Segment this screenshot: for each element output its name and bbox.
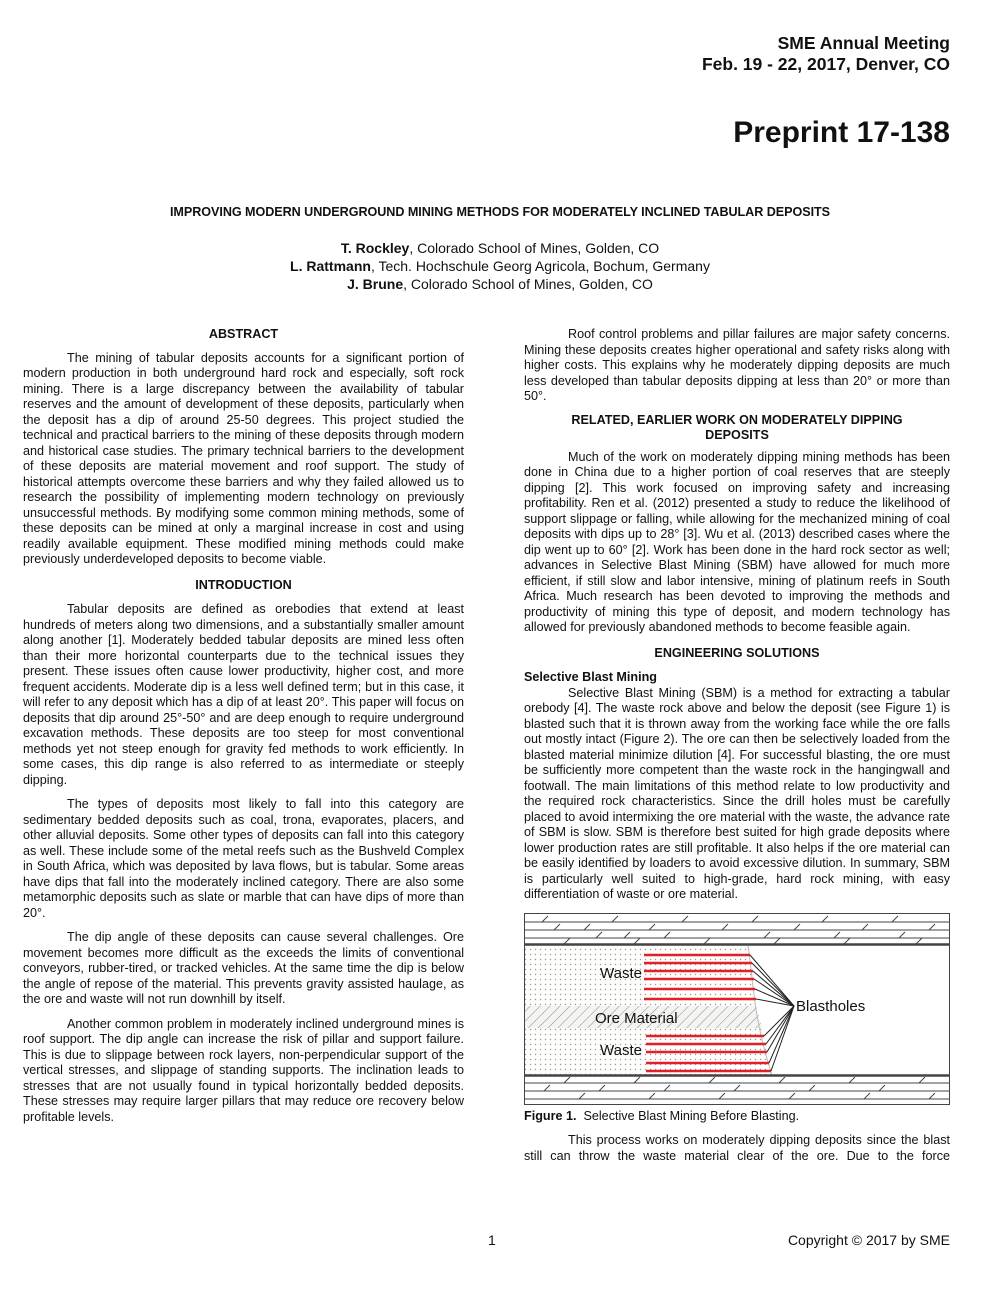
selective-blast-mining-subheading: Selective Blast Mining [524,670,657,684]
author-name: L. Rattmann [290,258,371,274]
body-paragraph: Roof control problems and pillar failures are major safety concerns. Mining these deposits creates higher operational and safety risks along with higher costs. This explains why he moderately dipping deposits are much less developed than tabular deposits dipping at less than 20° or more than 50°. [524,327,950,403]
ore-material-label: Ore Material [595,1009,678,1027]
author-name: J. Brune [347,276,404,292]
author-affiliation: , Tech. Hochschule Georg Agricola, Bochum, Germany [370,258,710,274]
abstract-paragraph: The mining of tabular deposits accounts for a significant portion of modern production in both underground hard rock and especially, soft rock mining. There is a large discrepancy between the availability of tabular reserves and the amount of development of these deposits, particularly when the deposit has a dip of around 25-50 degrees. This project studied the technical and practical barriers to the mining of these deposits through modern and historical case studies. The primary technical barriers to the development of these deposits are material movement and roof support. The study of historical attempts overcome these barriers and why they failed allowed us to research the possibility of implementing modern technology on previously unsuccessful methods. By modifying some common mining methods, some of these deposits can be mined at only a marginal increase in cost and using readily available equipment. These modified mining methods could make previously underdeveloped deposits to become viable. [23,350,464,566]
conference-header [702,33,950,75]
abstract-heading: ABSTRACT [208,327,279,341]
author [0,257,1000,275]
left-column [23,327,464,1134]
body-paragraph: Tabular deposits are defined as orebodies that extend at least hundreds of meters along two dimensions, and a substantially smaller amount along another [1]. Moderately bedded tabular deposits are mined less often than their more horizontal counterparts due to the technical issues they present. These issues often cause lower productivity, higher cost, and more frequent accidents. Moderate dip is a less well defined term; but in this case, it will refer to any deposit which has a dip of at least 20°. This paper will focus on deposits that dip around 25°-50° and are deep enough to require underground excavation methods. These deposits are too steep for most conventional methods yet not steep enough for gravity fed methods to work efficiently. In some cases, this dip range is also referred to as intermediate or steeply dipping. [23,602,464,787]
conference-name: SME Annual Meeting [777,33,950,53]
body-paragraph: The dip angle of these deposits can cause several challenges. Ore movement becomes more difficult as the exceeds the limits of conventional conveyors, rubber-tired, or tracked vehicles. At the same time the dip is below the angle of repose of the material. This prevents gravity assisted haulage, as the ore and waste will not run downhill by itself. [23,930,464,1006]
body-paragraph: The types of deposits most likely to fall into this category are sedimentary bedded deposits such as coal, trona, evaporates, placers, and other alluvial deposits. Some other types of deposits can fall into this category as well. These include some of the metal reefs such as the Bushveld Complex in South Africa, which was deposited by lava flows, but is tabular. Some areas have dips that fall into the moderately inclined category. There are also some metamorphic deposits such as slate or marble that can have dips of more than 20°. [23,797,464,920]
right-column [524,327,950,1173]
author [0,239,1000,257]
figure-1-caption [524,1109,950,1125]
author-list [0,239,1000,293]
paper-title: IMPROVING MODERN UNDERGROUND MINING METHODS FOR MODERATELY INCLINED TABULAR DEPOSITS [169,205,831,219]
preprint-number: Preprint 17-138 [733,116,950,149]
introduction-heading: INTRODUCTION [195,577,292,592]
author-name: T. Rockley [340,240,410,256]
blastholes-label: Blastholes [796,997,866,1015]
figure-caption-text: Selective Blast Mining Before Blasting. [576,1108,800,1123]
conference-dates-location: Feb. 19 - 22, 2017, Denver, CO [701,54,950,74]
body-paragraph: This process works on moderately dipping deposits since the blast still can throw the waste material clear of the ore. Due to the force [524,1133,950,1163]
author-affiliation: , Colorado School of Mines, Golden, CO [403,276,653,292]
figure-label: Figure 1. [524,1108,577,1123]
author [0,275,1000,293]
body-paragraph: Another common problem in moderately inclined underground mines is roof support. The dip angle can increase the risk of pillar and support failure. This is due to slippage between rock layers, non-perpendicular support of the vertical stresses, and slippage of standing supports. The inclination leads to stresses that are not usually found in typical horizontally bedded deposits. These stresses may require larger pillars that may reduce ore recovery below profitable levels. [23,1016,464,1124]
body-paragraph: Much of the work on moderately dipping mining methods has been done in China due to a higher portion of coal reserves that are steeply dipping [2]. This work focused on improving safety and increasing profitability. Ren et al. (2012) presented a study to reduce the likelihood of support slippage or falling, while allowing for the mechanized mining of coal deposits with dips up to 28° [3]. Wu et al. (2013) described cases where the dip went up to 60° [2]. Work has been done in the hard rock sector as well; advances in Selective Blast Mining (SBM) have allowed for much more efficient, if still slow and labor intensive, mining of platinum reefs in South Africa. Much research has been devoted to improving the methods and productivity of mining this type of deposit, and modern technology has allowed for previously abandoned methods to become feasible again. [524,449,950,634]
waste-upper-label: Waste [600,964,642,982]
author-affiliation: , Colorado School of Mines, Golden, CO [409,240,660,256]
body-paragraph: Selective Blast Mining (SBM) is a method for extracting a tabular orebody [4]. The waste rock above and below the deposit (see Figure 1) is blasted such that it is thrown away from the working face while the ore falls out mostly intact (Figure 2). The ore can then be selectively loaded from the blasted material minimize dilution [4]. For successful blasting, the ore must be sufficiently more competent than the waste rock in the hangingwall and footwall. The main limitations of this method relate to low productivity and the required rock characteristics. Since the drill holes must be carefully placed to avoid intermixing the ore material with the waste, the advance rate of SBM is slow. SBM is therefore best suited for high grade deposits where lower production rates are still profitable. It also helps if the ore material can be easily identified by loaders to avoid excessive dilution. In summary, SBM is particularly well suited to high-grade, hard rock mining, with easy differentiation of waste or ore material. [524,685,950,901]
engineering-solutions-heading: ENGINEERING SOLUTIONS [654,645,820,660]
selective-blast-mining-illustration [524,913,950,1105]
related-work-heading: RELATED, EARLIER WORK ON MODERATELY DIPPING DEPOSITS [571,412,903,442]
waste-lower-label: Waste [600,1041,642,1059]
figure-1-diagram [524,913,950,1105]
copyright-notice: Copyright © 2017 by SME [787,1232,950,1248]
page-number: 1 [488,1232,496,1248]
